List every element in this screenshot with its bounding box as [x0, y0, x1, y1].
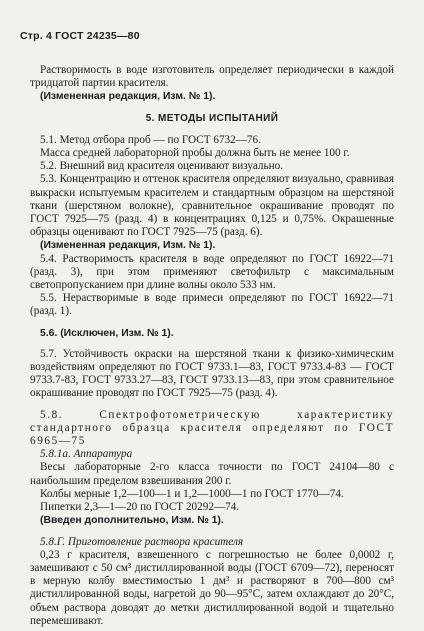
- excluded-note: 5.6. (Исключен, Изм. № 1).: [40, 327, 174, 339]
- section-title-test-methods: 5. МЕТОДЫ ИСПЫТАНИЙ: [145, 112, 279, 124]
- paragraph-5-8-1-heading: 5.8.1а. Аппаратура: [40, 448, 133, 461]
- paragraph-5-8-2-heading: 5.8.Г. Приготовление раствора красителя: [40, 535, 244, 548]
- page-header: Стр. 4 ГОСТ 24235—80: [20, 30, 140, 42]
- addition-note: (Введен дополнительно, Изм. № 1).: [40, 515, 224, 527]
- paragraph-5-4: 5.4. Растворимость красителя в воде определяют по ГОСТ 16922—71 (разд. 3), при этом применяют светофильтр с максимальным светопропусканием при длине волны около 533 нм.: [30, 252, 394, 292]
- paragraph-5-1: 5.1. Метод отбора проб — по ГОСТ 6732—76.: [40, 133, 261, 146]
- paragraph-5-5: 5.5. Нерастворимые в воде примеси определяют по ГОСТ 16922—71 (разд. 1).: [30, 292, 394, 318]
- paragraph-5-3: 5.3. Концентрацию и оттенок красителя определяют визуально, сравнивая выкраски испытуемым красителем и стандартным образцом на шерстяной ткани (шерстяном волокне), сравнительное окрашивание проводят по ГОСТ 7925—75 (разд. 4) в концентрациях 0,125 и 0,75%. Окрашенные образцы оценивают по ГОСТ 7925—75 (разд. 6).: [30, 173, 394, 239]
- document-body: [30, 64, 394, 628]
- paragraph-5-8-1-pipettes: Пипетки 2,3—1—20 по ГОСТ 20292—74.: [40, 501, 240, 514]
- paragraph-5-7: 5.7. Устойчивость окраски на шерстяной ткани к физико-химическим воздействиям определяют по ГОСТ 9733.1—83, ГОСТ 9733.4-83 — ГОСТ 9733.7-83, ГОСТ 9733.27—83, ГОСТ 9733.13—83, при этом сравнительное окрашивание проводят по ГОСТ 7925—75 (разд. 4).: [30, 347, 394, 400]
- paragraph-5-8-1-scales: Весы лабораторные 2-го класса точности по ГОСТ 24104—80 с наибольшим пределом взвешивания 200 г.: [30, 461, 394, 487]
- paragraph-5-8-2-procedure: 0,23 г красителя, взвешенного с погрешностью не более 0,0002 г, замешивают с 50 см³ дистиллированной воды (ГОСТ 6709—72), переносят в мерную колбу вместимостью 1 дм³ и растворяют в 700—800 см³ дистиллированной воды, нагретой до 90—95°С, затем охлаждают до 20°С, объем раствора доводят до метки дистиллированной водой и тщательно перемешивают.: [30, 548, 394, 627]
- paragraph-5-8: 5.8. Спектрофотометрическую характеристику стандартного образца красителя определяют по ГОСТ 6965—75: [30, 408, 394, 448]
- paragraph-5-1-mass: Масса средней лабораторной пробы должна быть не менее 100 г.: [40, 147, 350, 160]
- paragraph-solubility-frequency: Растворимость в воде изготовитель определяет периодически в каждой тридцатой партии красителя.: [30, 64, 394, 90]
- amendment-note: (Измененная редакция, Изм. № 1).: [40, 240, 216, 252]
- paragraph-5-8-1-flasks: Колбы мерные 1,2—100—1 и 1,2—1000—1 по ГОСТ 1770—74.: [40, 487, 344, 500]
- amendment-note: (Измененная редакция, Изм. № 1).: [40, 91, 216, 103]
- paragraph-5-2: 5.2. Внешний вид красителя оценивают визуально.: [40, 160, 283, 173]
